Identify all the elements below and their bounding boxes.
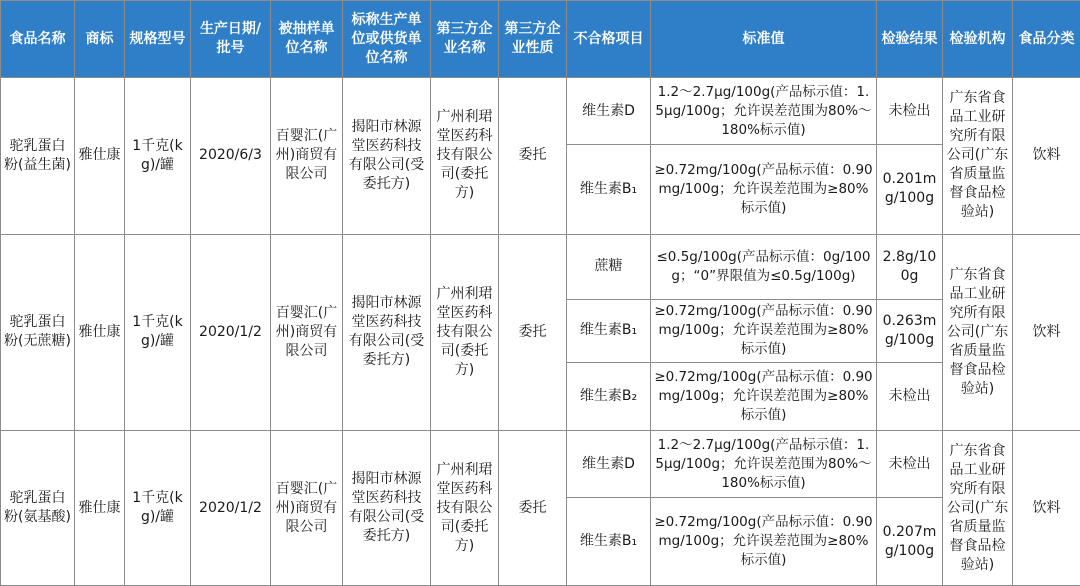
header-brand: 商标	[75, 1, 125, 78]
prod-date-cell: 2020/1/2	[191, 431, 271, 586]
spec-cell: 1千克(kg)/罐	[125, 78, 191, 235]
header-standard: 标准值	[651, 1, 877, 78]
third-party-name-cell: 广州利珺堂医药科技有限公司(委托方)	[431, 234, 499, 430]
spec-cell: 1千克(kg)/罐	[125, 234, 191, 430]
result-cell: 2.8g/100g	[877, 234, 943, 299]
producer-cell: 揭阳市林源堂医药科技有限公司(受委托方)	[343, 234, 431, 430]
failed-item-cell: 维生素B₁	[567, 145, 651, 235]
table-row	[1, 234, 1080, 299]
header-food-name: 食品名称	[1, 1, 75, 78]
failed-item-cell: 蔗糖	[567, 234, 651, 299]
header-agency: 检验机构	[943, 1, 1013, 78]
prod-date-cell: 2020/1/2	[191, 234, 271, 430]
third-party-nature-cell: 委托	[499, 234, 567, 430]
result-cell: 0.201mg/100g	[877, 145, 943, 235]
standard-cell: ≥0.72mg/100g(产品标示值：0.90mg/100g；允许误差范围为≥80%标示值)	[651, 145, 877, 235]
result-cell: 未检出	[877, 78, 943, 145]
header-third-party-name: 第三方企业名称	[431, 1, 499, 78]
third-party-name-cell: 广州利珺堂医药科技有限公司(委托方)	[431, 78, 499, 235]
standard-cell: 1.2～2.7μg/100g(产品标示值：1.5μg/100g；允许误差范围为80%～180%标示值)	[651, 78, 877, 145]
third-party-nature-cell: 委托	[499, 431, 567, 586]
food-name-cell: 驼乳蛋白粉(氨基酸)	[1, 431, 75, 586]
sampled-unit-cell: 百婴汇(广州)商贸有限公司	[271, 431, 343, 586]
result-cell: 未检出	[877, 363, 943, 431]
failed-item-cell: 维生素B₂	[567, 363, 651, 431]
header-row	[1, 1, 1080, 78]
standard-cell: 1.2～2.7μg/100g(产品标示值：1.5μg/100g；允许误差范围为80%～180%标示值)	[651, 431, 877, 498]
agency-cell: 广东省食品工业研究所有限公司(广东省质量监督食品检验站)	[943, 78, 1013, 235]
failed-item-cell: 维生素B₁	[567, 498, 651, 586]
brand-cell: 雅仕康	[75, 78, 125, 235]
spec-cell: 1千克(kg)/罐	[125, 431, 191, 586]
result-cell: 0.263mg/100g	[877, 299, 943, 362]
standard-cell: ≥0.72mg/100g(产品标示值：0.90mg/100g；允许误差范围为≥80%标示值)	[651, 498, 877, 586]
third-party-name-cell: 广州利珺堂医药科技有限公司(委托方)	[431, 431, 499, 586]
brand-cell: 雅仕康	[75, 234, 125, 430]
category-cell: 饮料	[1013, 234, 1080, 430]
header-result: 检验结果	[877, 1, 943, 78]
result-cell: 0.207mg/100g	[877, 498, 943, 586]
standard-cell: ≥0.72mg/100g(产品标示值：0.90mg/100g；允许误差范围为≥80%标示值)	[651, 299, 877, 362]
sampled-unit-cell: 百婴汇(广州)商贸有限公司	[271, 78, 343, 235]
result-cell: 未检出	[877, 431, 943, 498]
header-sampled-unit: 被抽样单位名称	[271, 1, 343, 78]
food-name-cell: 驼乳蛋白粉(无蔗糖)	[1, 234, 75, 430]
third-party-nature-cell: 委托	[499, 78, 567, 235]
header-spec: 规格型号	[125, 1, 191, 78]
category-cell: 饮料	[1013, 431, 1080, 586]
header-third-party-nature: 第三方企业性质	[499, 1, 567, 78]
failed-item-cell: 维生素B₁	[567, 299, 651, 362]
standard-cell: ≤0.5g/100g(产品标示值：0g/100g；“0”界限值为≤0.5g/100g)	[651, 234, 877, 299]
standard-cell: ≥0.72mg/100g(产品标示值：0.90mg/100g；允许误差范围为≥80%标示值)	[651, 363, 877, 431]
failed-item-cell: 维生素D	[567, 78, 651, 145]
prod-date-cell: 2020/6/3	[191, 78, 271, 235]
agency-cell: 广东省食品工业研究所有限公司(广东省质量监督食品检验站)	[943, 431, 1013, 586]
table-row	[1, 431, 1080, 498]
table-row	[1, 78, 1080, 145]
category-cell: 饮料	[1013, 78, 1080, 235]
header-category: 食品分类	[1013, 1, 1080, 78]
food-name-cell: 驼乳蛋白粉(益生菌)	[1, 78, 75, 235]
failed-item-cell: 维生素D	[567, 431, 651, 498]
header-failed-item: 不合格项目	[567, 1, 651, 78]
brand-cell: 雅仕康	[75, 431, 125, 586]
producer-cell: 揭阳市林源堂医药科技有限公司(受委托方)	[343, 78, 431, 235]
header-producer: 标称生产单位或供货单位名称	[343, 1, 431, 78]
producer-cell: 揭阳市林源堂医药科技有限公司(受委托方)	[343, 431, 431, 586]
header-prod-date: 生产日期/批号	[191, 1, 271, 78]
agency-cell: 广东省食品工业研究所有限公司(广东省质量监督食品检验站)	[943, 234, 1013, 430]
sampled-unit-cell: 百婴汇(广州)商贸有限公司	[271, 234, 343, 430]
